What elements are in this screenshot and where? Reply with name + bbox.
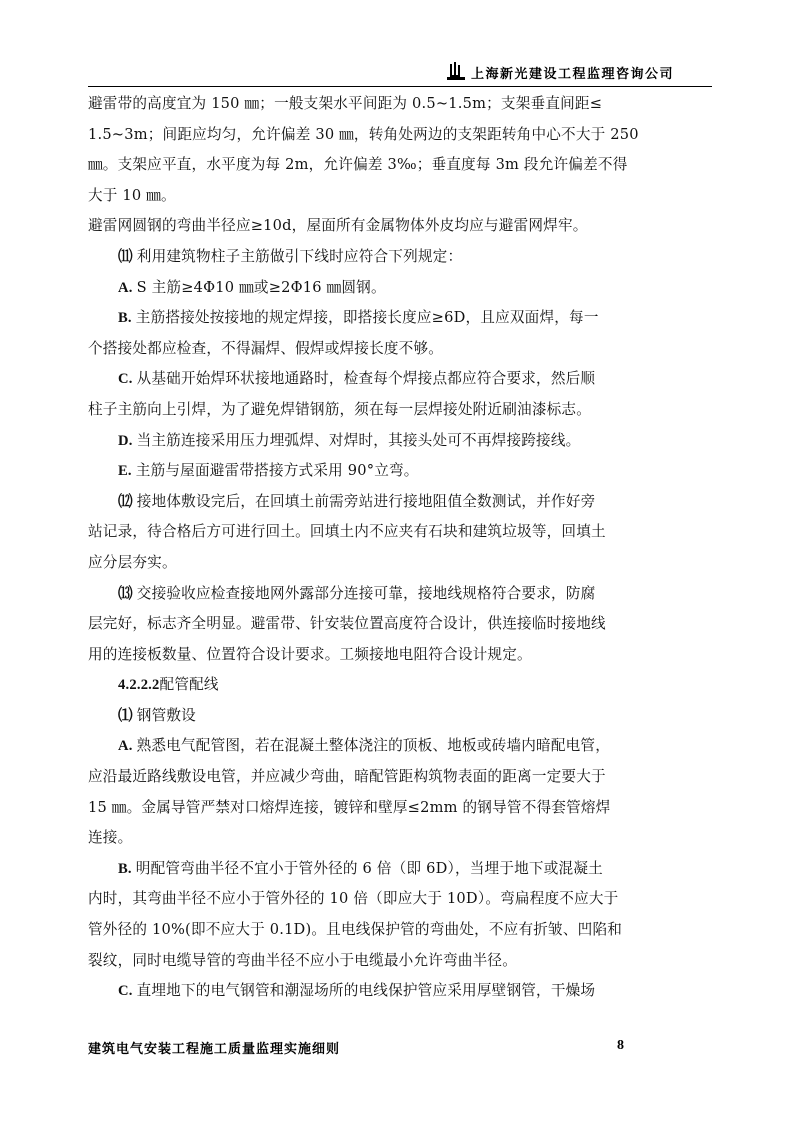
- line-text: 主筋搭接处按接地的规定焊接，即搭接长度应≥6D，且应双面焊，每一: [135, 309, 599, 327]
- line-text: 钢管敷设: [136, 706, 196, 724]
- line-text: 层完好，标志齐全明显。避雷带、针安装位置高度符合设计，供连接临时接地线: [88, 615, 606, 633]
- item-marker: A.: [118, 738, 133, 755]
- body-line-continuation: [88, 793, 712, 824]
- page-footer: [88, 1038, 712, 1060]
- line-text: 当主筋连接采用压力埋弧焊、对焊时，其接头处可不再焊接跨接线。: [136, 431, 581, 449]
- line-text: 避雷网圆钢的弯曲半径应≥10d，屋面所有金属物体外皮均应与避雷网焊牢。: [88, 217, 588, 235]
- body-line-continuation: [88, 915, 712, 946]
- page-number: 8: [617, 1038, 624, 1053]
- item-marker: D.: [118, 432, 133, 449]
- body-line-continuation: [88, 395, 712, 426]
- line-text: 大于 10 ㎜。: [88, 186, 176, 204]
- line-text: 管外径的 10%(即不应大于 0.1D)。且电线保护管的弯曲处，不应有折皱、凹陷和: [88, 921, 623, 939]
- subitem-e: [88, 456, 712, 487]
- item-marker: ⒀: [118, 585, 133, 602]
- body-line-continuation: [88, 823, 712, 854]
- line-text: 明配管弯曲半径不宜小于管外径的 6 倍（即 6D），当埋于地下或混凝土: [135, 859, 603, 877]
- item-11-heading: [88, 242, 712, 273]
- building-logo-icon: [447, 62, 465, 82]
- subitem-a: [88, 731, 712, 762]
- section-number: 4.2.2.2: [118, 677, 160, 694]
- line-text: 个搭接处都应检查，不得漏焊、假焊或焊接长度不够。: [88, 339, 444, 357]
- subitem-b: [88, 854, 712, 885]
- item-marker: B.: [118, 310, 132, 327]
- document-body: [88, 89, 712, 1007]
- line-text: 避雷带的高度宜为 150 ㎜；一般支架水平间距为 0.5~1.5m；支架垂直间距≤: [88, 95, 603, 112]
- line-text: 连接。: [88, 829, 133, 847]
- item-12-heading: [88, 487, 712, 518]
- subitem-d: [88, 426, 712, 457]
- line-text: 站记录，待合格后方可进行回土。回填土内不应夹有石块和建筑垃圾等，回填土: [88, 523, 606, 541]
- body-line-continuation: [88, 762, 712, 793]
- line-text: ㎜。支架应平直，水平度为每 2m，允许偏差 3‰；垂直度每 3m 段允许偏差不得: [88, 156, 628, 174]
- line-text: 主筋与屋面避雷带搭接方式采用 90°立弯。: [135, 462, 419, 480]
- item-marker: ⑴: [118, 707, 133, 724]
- line-text: 从基础开始焊环状接地通路时，检查每个焊接点都应符合要求，然后顺: [136, 370, 596, 388]
- item-marker: A.: [118, 279, 133, 296]
- line-text: 应沿最近路线敷设电管，并应减少弯曲，暗配管距构筑物表面的距离一定要大于: [88, 768, 606, 786]
- header-company-block: [447, 62, 674, 82]
- line-text: 柱子主筋向上引焊，为了避免焊错钢筋，须在每一层焊接处附近刷油漆标志。: [88, 400, 591, 418]
- item-marker: E.: [118, 463, 132, 480]
- body-line-continuation: [88, 609, 712, 640]
- line-text: 直埋地下的电气钢管和潮湿场所的电线保护管应采用厚壁钢管，干燥场: [136, 982, 596, 1000]
- subitem-c: [88, 364, 712, 395]
- body-line-continuation: [88, 334, 712, 365]
- body-line-continuation: [88, 946, 712, 977]
- body-line-continuation: [88, 548, 712, 579]
- subitem-b: [88, 303, 712, 334]
- line-text: 1.5~3m；间距应均匀，允许偏差 30 ㎜，转角处两边的支架距转角中心不大于 250: [88, 125, 639, 143]
- body-line-continuation: [88, 884, 712, 915]
- page-header: [88, 58, 712, 87]
- footer-document-title: 建筑电气安装工程施工质量监理实施细则: [88, 1042, 341, 1057]
- body-line-3: [88, 150, 712, 181]
- body-line-continuation: [88, 640, 712, 671]
- line-text: 应分层夯实。: [88, 553, 177, 571]
- line-text: 交接验收应检查接地网外露部分连接可靠，接地线规格符合要求，防腐: [136, 584, 596, 602]
- item-marker: C.: [118, 371, 133, 388]
- section-heading-4-2-2-2: [88, 670, 712, 701]
- body-line-5: [88, 211, 712, 242]
- section-title: 配管配线: [159, 676, 219, 694]
- subitem-c: [88, 976, 712, 1007]
- item-marker: B.: [118, 860, 132, 877]
- company-name: 上海新光建设工程监理咨询公司: [470, 67, 674, 82]
- body-line-2: [88, 120, 712, 151]
- item-marker: ⑿: [118, 493, 133, 510]
- body-line-4: [88, 181, 712, 212]
- item-1-heading: [88, 701, 712, 732]
- line-text: 熟悉电气配管图，若在混凝土整体浇注的顶板、地板或砖墙内暗配电管，: [136, 737, 610, 755]
- body-line-1: [88, 89, 712, 120]
- item-13-heading: [88, 579, 712, 610]
- line-text: 内时，其弯曲半径不应小于管外径的 10 倍（即应大于 10D）。弯扁程度不应大于: [88, 890, 619, 908]
- line-text: 裂纹，同时电缆导管的弯曲半径不应小于电缆最小允许弯曲半径。: [88, 951, 518, 969]
- line-text: 15 ㎜。金属导管严禁对口熔焊连接，镀锌和壁厚≤2mm 的钢导管不得套管熔焊: [88, 798, 611, 816]
- body-line-continuation: [88, 517, 712, 548]
- line-text: 利用建筑物柱子主筋做引下线时应符合下列规定：: [136, 247, 463, 265]
- item-marker: C.: [118, 983, 133, 1000]
- line-text: S 主筋≥4Φ10 ㎜或≥2Φ16 ㎜圆钢。: [136, 278, 386, 296]
- item-marker: ⑾: [118, 248, 133, 265]
- subitem-a: [88, 273, 712, 304]
- line-text: 接地体敷设完后，在回填土前需旁站进行接地阻值全数测试，并作好旁: [136, 492, 596, 510]
- line-text: 用的连接板数量、位置符合设计要求。工频接地电阻符合设计规定。: [88, 645, 532, 663]
